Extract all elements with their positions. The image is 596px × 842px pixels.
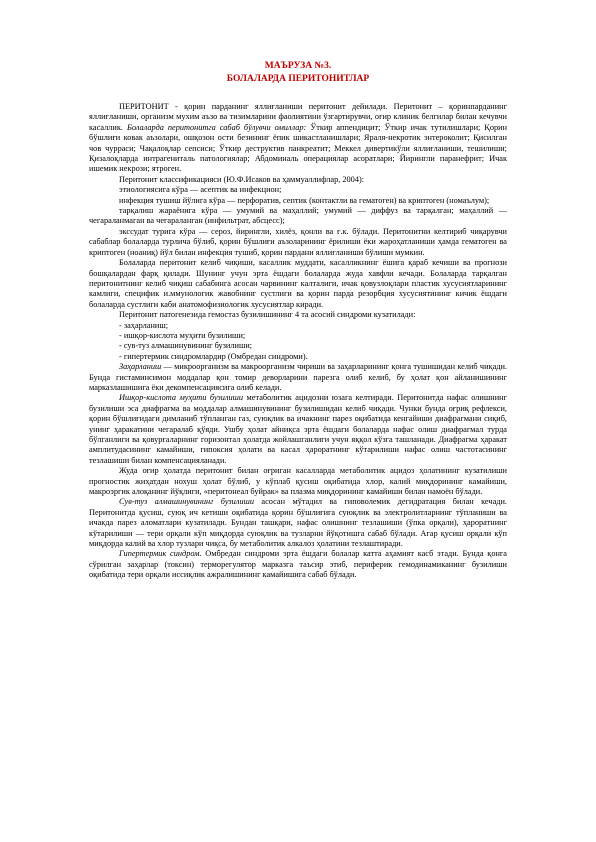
- paragraph-text: — микроорганизм ва макроорганизм чириши ва заҳарларининг қонга тушишидан келиб чиқади. Бунда гистаминсимон моддалар қон томир деворларини парезга олиб келиб, бу ҳолат қон айланишининг марказлашишига ёки декомпенсациясига олиб келади.: [89, 362, 507, 392]
- paragraph-text: Жуда оғир ҳолатда перитонит билан оғриган касалларда метаболитик ацидоз ҳолатининг кузатилиши прогностик жиҳатдан нохуш ҳолат бўлиб, у кўплаб қусиш оқибатида хлор, калий миқдорининг камайиши, макроэргик алоқанинг йўқлиги, «перитонеал буйрак» ва плазма миқдорининг камайиши билан намоён бўлади.: [89, 466, 507, 497]
- paragraph: [89, 362, 507, 393]
- paragraph-text: Перитонит классификацияси (Ю.Ф.Исаков ва ҳаммуаллифлар, 2004):: [119, 174, 365, 184]
- document-header: [89, 60, 507, 86]
- paragraph-text: Перитонит патогенезида гемостаз бузилишининг 4 та асосий синдроми кузатилади:: [119, 310, 416, 320]
- paragraph-text: - ишқор-кислота муҳити бузилиши;: [119, 330, 246, 340]
- paragraph: [89, 175, 507, 185]
- lecture-number-title: МАЪРУЗА №3.: [264, 61, 332, 71]
- paragraph-text: инфекция тушиш йўлига кўра — перфоратив, септик (контактли ва гематоген) ва криптоген (номаълум);: [119, 195, 490, 205]
- paragraph-text: Омбредан синдроми эрта ёшдаги болалар катта аҳамият касб этади. Бунда қонга сўрилган заҳарлар (токсин) терморегулятор марказга таъсир этиб, периферик гемодинамиканинг бузилиши оқибатида тери орқали иссиқлик ажралишининг камайишига сабаб бўлади.: [89, 549, 507, 580]
- lecture-topic-title: БОЛАЛАРДА ПЕРИТОНИТЛАР: [226, 74, 370, 84]
- paragraph-text: - заҳарланиш;: [119, 320, 169, 330]
- document-body: [89, 102, 507, 581]
- list-item: [89, 352, 507, 362]
- paragraph: [89, 227, 507, 258]
- list-item: [89, 321, 507, 331]
- paragraph-text: Болаларда перитонит келиб чиқиши, касаллик муддати, касалликнинг ёшига қараб кечиши ва прогнози бошқалардан фарқ қилади. Шунинг учун эрта ёшдаги болаларда жуда хавфли кечади. Болаларда тарқалган перитонитнинг келиб чиқиш сабабинга асосан чарвининг калталиги, ичак қовузлоқлари пластик хусусиятларининг камлиги, специфик и.ммунологик жавобнинг сустлиги ва қорин парда резорбция хусусиятининг кичик ёшдаги болаларда сустлиги каби анатомофизиологик хусусиятлар киради.: [89, 258, 507, 309]
- paragraph: [89, 102, 507, 175]
- paragraph: [89, 206, 507, 227]
- paragraph-text: экссудат турига кўра — сероз, йирингли, хилёз, қонли ва ғ.к. бўлади. Перитонитни келтириб чиқарувчи сабаблар болаларда турлича бўлиб, қорин бўшлиғи аъзоларининг ёрилиши ёки жароҳатланиши ҳамда гематоген ва криптоген (ноаниқ) йўл билан инфекция тушиб, қорин пардани яллиғланиши бўлиши мумкин.: [89, 226, 507, 257]
- paragraph: [89, 393, 507, 466]
- paragraph: [89, 497, 507, 549]
- paragraph-text: метаболитик ацидозни юзага келтиради. Перитонитда нафас олишнинг бузилиши эса диафрагма ва моддалар алмашинувининг бузилишидан келиб чиқади. Чунки бунда оғриқ рефлекси, қорин бўшлиғидаги димланиб тўпланган газ, суюқлик ва ичакнинг парез оқибатида кенгайиши диафрагмани сиқиб, унинг ҳаракатини чегаралаб қўяди. Ушбу ҳолат айниқса эрта ёшдаги болаларда нафас олиш диафрагмал турда бўлганлиги ва қовурғаларнинг горизонтал ҳолатда жойлашганлиги учун яққол кўзга ташланади. Диафрагма ҳаракат амплитудасининг камайиши, гипоксия ҳолати ва касал ҳароратнинг кўтарилиши нафас олиш частотасининг тезлашиши билан компенсацияланади.: [89, 393, 507, 465]
- italic-term: Гипертермик синдром.: [119, 549, 202, 559]
- list-item: [89, 341, 507, 351]
- paragraph-text: - сув-туз алмашинувининг бузилиши;: [119, 341, 253, 351]
- paragraph: [89, 310, 507, 320]
- paragraph: [89, 466, 507, 497]
- italic-term: Болаларда перитонитга сабаб бўлувчи омиллар:: [126, 122, 307, 132]
- paragraph: [89, 196, 507, 206]
- paragraph-text: ПЕРИТОНИТ - қорин парданинг яллиғланиши перитонит дейилади. Перитонит – қоринпарданинг яллиғланиши, организм мухим аъзо ва тизимларини фаолиятини ўзгартирувчи, оғир клиник белгилар билан кечувчи касаллик.: [89, 102, 507, 132]
- paragraph-text: асосан мўтадил ва гиповолемик дегидратация билан кечади. Перитонитда қусиш, суюқ ич кетиши оқибатида қорин бўшлиғига суюқлик ва электролитларнинг тўпланиши ва ичакда парез аломатлари кузатилади. Бундан ташқари, нафас олишнинг тезлашиши (ўпка орқали), ҳароратнинг кўтарилиши — тери орқали кўп миқдорда суюқлик ва тузларни йўқотишга сабаб бўлади. Агар қусиш орқали кўп миқдорда калий ва хлор тузлари чиқса, бу метаболитик алкалоз ҳолатини тезлаштиради.: [89, 497, 507, 549]
- paragraph-text: тарқалиш жараёнига кўра — умумий ва маҳаллий; умумий — диффуз ва тарқалган; маҳаллий — чегараланмаган ва чегараланган (инфильтрат, абсцесс);: [89, 206, 507, 226]
- italic-term: Ишқор-кислота муҳити бузилиши: [119, 393, 244, 403]
- list-item: [89, 331, 507, 341]
- paragraph: [89, 185, 507, 195]
- italic-term: Сув-туз алмашинувининг бузилиши: [119, 497, 254, 507]
- paragraph: [89, 258, 507, 310]
- paragraph-text: этиологиясига кўра — асептик ва инфекцион;: [119, 185, 282, 195]
- italic-term: Заҳарланиш: [119, 362, 162, 372]
- paragraph-text: Ўткир аппендицит; Ўткир ичак тутилишлари; Қорин бўшлиғи ковак аъзолари, ошқозон ости безининг ёпик шикастланишлари; Яраля-некротик энтероколит; Қисилган чов чурраси; Чақалоқлар сепсиси; Ўткир деструктив панкреатит; Меккел дивертикўли яллиғланиши, тешилиши; Қизалоқларда интрагениталь патологиялар; Абдоминаль операциялар асоратлари; Йирингли паранефрит; Ичак ишемик некрози; ятроген.: [89, 122, 508, 174]
- paragraph-text: - гипертермик синдромлардир (Омбредан синдроми).: [119, 351, 308, 361]
- document-page: [89, 60, 507, 581]
- paragraph: [89, 549, 507, 580]
